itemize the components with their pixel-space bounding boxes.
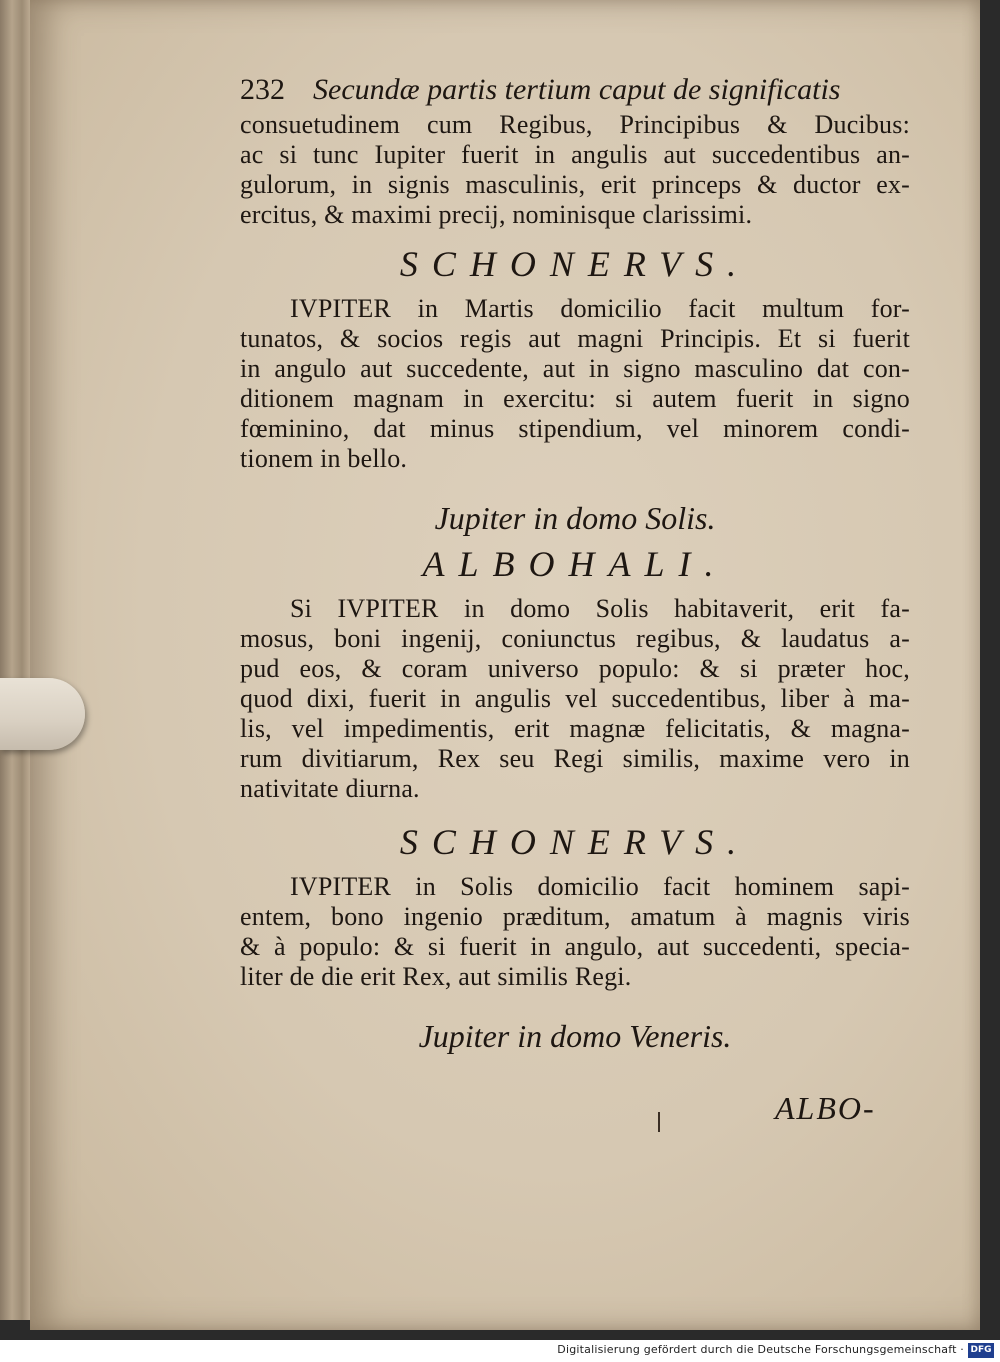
text-line: ditionem magnam in exercitu: si autem fuerit in signo	[240, 384, 910, 413]
text-line: ac si tunc Iupiter fuerit in angulis aut succedentibus an-	[240, 140, 910, 169]
heading-jupiter-in-domo-veneris: Jupiter in domo Veneris.	[418, 1018, 732, 1054]
heading-schonerus: SCHONERVS.	[399, 244, 751, 284]
text-line: tunatos, & socios regis aut magni Principis. Et si fuerit	[240, 324, 910, 353]
text-line: rum divitiarum, Rex seu Regi similis, maxime vero in	[240, 744, 910, 773]
text-line: quod dixi, fuerit in angulis vel succedentibus, liber à ma-	[240, 684, 910, 713]
opening-paragraph	[240, 110, 910, 230]
text-line: tionem in bello.	[240, 444, 408, 473]
paragraph-schonerus-sun	[240, 872, 910, 992]
text-line: ercitus, & maximi precij, nominisque clarissimi.	[240, 200, 753, 229]
footer-bar	[0, 1340, 1000, 1362]
text-line: entem, bono ingenio præditum, amatum à magnis viris	[240, 902, 910, 931]
text-line: nativitate diurna.	[240, 774, 420, 803]
page-clip	[0, 678, 85, 750]
page-text	[240, 70, 910, 1058]
text-line: liter de die erit Rex, aut similis Regi.	[240, 962, 632, 991]
paragraph-albohali	[240, 594, 910, 804]
heading-schonerus: SCHONERVS.	[399, 822, 751, 862]
text-line: consuetudinem cum Regibus, Principibus & Ducibus:	[240, 110, 910, 139]
page-number: 232	[240, 73, 285, 106]
running-head: Secundæ partis tertium caput de significatis	[313, 73, 841, 106]
text-line: pud eos, & coram universo populo: & si præter hoc,	[240, 654, 910, 683]
text-line: in angulo aut succedente, aut in signo masculino dat con-	[240, 354, 910, 383]
signature-mark	[658, 1112, 660, 1132]
text-line: Si IVPITER in domo Solis habitaverit, erit fa-	[290, 594, 910, 623]
paragraph-schonerus-mars	[240, 294, 910, 474]
heading-albohali: ALBOHALI.	[422, 544, 728, 584]
text-line: & à populo: & si fuerit in angulo, aut succedenti, specia-	[240, 932, 910, 961]
text-line: IVPITER in Martis domicilio facit multum for-	[290, 294, 910, 323]
footer-credit: Digitalisierung gefördert durch die Deutsche Forschungsgemeinschaft ·	[557, 1343, 964, 1356]
heading-jupiter-in-domo-solis: Jupiter in domo Solis.	[434, 500, 716, 536]
text-line: IVPITER in Solis domicilio facit hominem sapi-	[290, 872, 910, 901]
catchword: ALBO-	[775, 1090, 876, 1126]
running-header	[240, 70, 910, 110]
dfg-logo: DFG	[968, 1343, 994, 1358]
text-line: gulorum, in signis masculinis, erit princeps & ductor ex-	[240, 170, 910, 199]
text-line: fœminino, dat minus stipendium, vel minorem condi-	[240, 414, 910, 443]
text-line: lis, vel impedimentis, erit magnæ felicitatis, & magna-	[240, 714, 910, 743]
text-line: mosus, boni ingenij, coniunctus regibus, & laudatus a-	[240, 624, 910, 653]
